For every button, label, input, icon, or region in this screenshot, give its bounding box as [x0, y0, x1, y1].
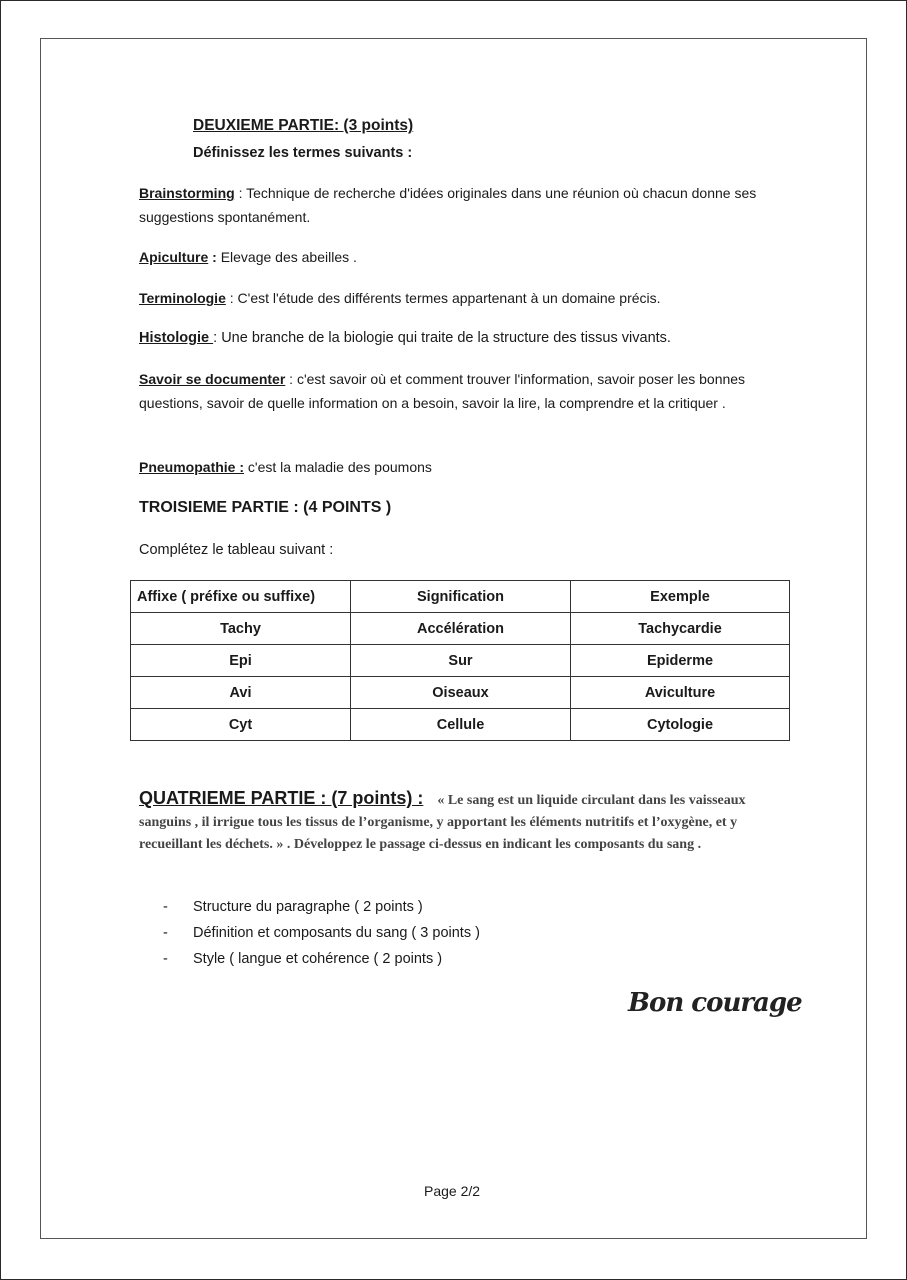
- definition-separator: :: [234, 185, 247, 201]
- table-header-cell: Exemple: [571, 581, 790, 613]
- part3-title: TROISIEME PARTIE : (4 POINTS ): [139, 499, 392, 516]
- definition-terminologie: [139, 286, 774, 310]
- definition-term: Brainstorming: [139, 185, 235, 201]
- table-header-cell: Affixe ( préfixe ou suffixe): [131, 581, 351, 613]
- table-row: [131, 709, 790, 741]
- table-row: [131, 677, 790, 709]
- definition-separator: :: [213, 330, 222, 346]
- table-cell: Sur: [351, 645, 571, 677]
- list-bullet: -: [163, 899, 168, 915]
- list-bullet: -: [163, 925, 168, 941]
- definition-apiculture: [139, 245, 774, 269]
- table-cell: Accélération: [351, 613, 571, 645]
- table-row: [131, 613, 790, 645]
- table-cell: Avi: [131, 677, 351, 709]
- table-header-cell: Signification: [351, 581, 571, 613]
- definition-term: Histologie: [139, 330, 214, 346]
- table-row: [131, 645, 790, 677]
- part2-title: DEUXIEME PARTIE: (3 points): [193, 117, 414, 134]
- table-header-row: [131, 581, 790, 613]
- criterion-text: Structure du paragraphe ( 2 points ): [193, 899, 423, 915]
- table-cell: Cellule: [351, 709, 571, 741]
- list-bullet: -: [163, 951, 168, 967]
- list-item: [163, 894, 480, 920]
- definition-text: C'est l'étude des différents termes appartenant à un domaine précis.: [237, 290, 661, 306]
- affix-table: [130, 580, 790, 741]
- definition-separator: :: [208, 249, 221, 265]
- definition-separator: :: [225, 290, 238, 306]
- closing-signature: Bon courage: [628, 988, 802, 1018]
- table-cell: Oiseaux: [351, 677, 571, 709]
- definition-histologie: [139, 326, 774, 350]
- definition-term: Apiculture: [139, 249, 209, 265]
- definition-text: c'est savoir où et comment trouver l'information, savoir poser les bonnes questions, savoir de quelle information on a besoin, savoir la lire, la comprendre et la critiquer .: [139, 371, 746, 411]
- table-cell: Epiderme: [571, 645, 790, 677]
- page-number: Page 2/2: [424, 1183, 481, 1199]
- table-cell: Cytologie: [571, 709, 790, 741]
- table-cell: Epi: [131, 645, 351, 677]
- part4-title: QUATRIEME PARTIE : (7 points) :: [139, 788, 424, 808]
- definition-text: c'est la maladie des poumons: [247, 459, 432, 475]
- list-item: [163, 920, 480, 946]
- definition-pneumopathie: [139, 455, 774, 479]
- part4-prompt: « Le sang est un liquide circulant dans les vaisseaux sanguins , il irrigue tous les tissus de l’organisme, y apportant les éléments nutritifs et l’oxygène, et y recueillant les déchets. » . Développez le passage ci-dessus en indicant les composants du sang .: [139, 793, 746, 852]
- table-cell: Tachycardie: [571, 613, 790, 645]
- definition-text: Technique de recherche d'idées originales dans une réunion où chacun donne ses suggestions spontanément.: [139, 185, 757, 225]
- part3-instruction: Complétez le tableau suivant :: [139, 542, 334, 558]
- table-cell: Tachy: [131, 613, 351, 645]
- definition-text: Une branche de la biologie qui traite de la structure des tissus vivants.: [221, 330, 671, 346]
- definition-term: Pneumopathie :: [139, 459, 245, 475]
- definition-term: Terminologie: [139, 290, 226, 306]
- criterion-text: Style ( langue et cohérence ( 2 points ): [193, 951, 443, 967]
- part2-instruction: Définissez les termes suivants :: [193, 145, 413, 161]
- part4-criteria-list: [163, 894, 480, 972]
- list-item: [163, 946, 480, 972]
- definition-savoir-se-documenter: [139, 367, 774, 415]
- definition-text: Elevage des abeilles .: [220, 249, 357, 265]
- definition-separator: :: [285, 371, 297, 387]
- criterion-text: Définition et composants du sang ( 3 points ): [193, 925, 480, 941]
- table-cell: Cyt: [131, 709, 351, 741]
- part4-block: [139, 787, 764, 856]
- definition-term: Savoir se documenter: [139, 371, 286, 387]
- definition-brainstorming: [139, 181, 774, 229]
- table-cell: Aviculture: [571, 677, 790, 709]
